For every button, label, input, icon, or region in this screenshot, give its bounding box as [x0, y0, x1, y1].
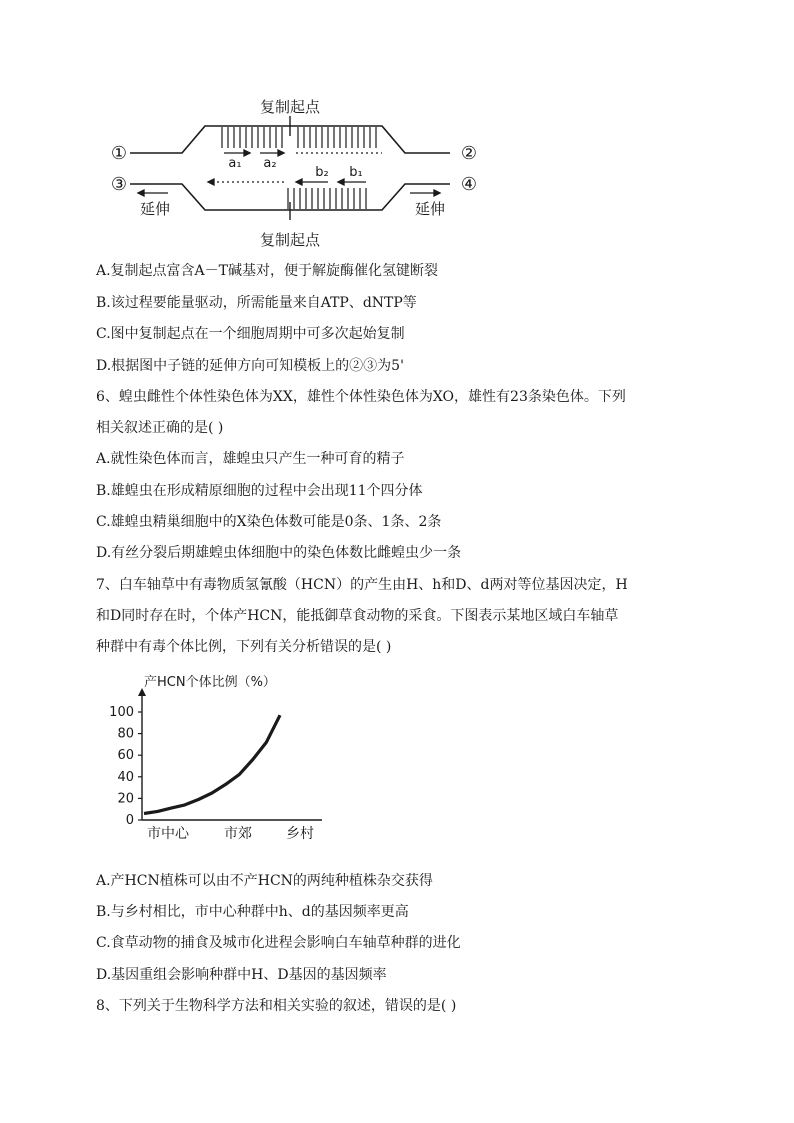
q5-option-d: D.根据图中子链的延伸方向可知模板上的②③为5' [96, 358, 404, 374]
hcn-chart-svg [100, 668, 360, 848]
q7-option-b: B.与乡村相比，市中心种群中h、d的基因频率更高 [96, 904, 409, 920]
label-circle-2: ② [460, 143, 478, 164]
q7-stem-line2: 和D同时存在时，个体产HCN，能抵御草食动物的采食。下图表示某地区域白车轴草 [96, 608, 619, 624]
y-tick-label: 0 [125, 813, 134, 828]
y-tick-label: 60 [117, 748, 134, 764]
x-category-label: 市中心 [147, 826, 189, 842]
q7-stem-line1: 7、白车轴草中有毒物质氢氰酸（HCN）的产生由H、h和D、d两对等位基因决定，H [96, 577, 628, 593]
fragment-label-b2: b₂ [315, 165, 329, 180]
q7-option-c: C.食草动物的捕食及城市化进程会影响白车轴草种群的进化 [96, 935, 461, 951]
upper-right-hatch [298, 127, 376, 148]
label-circle-1: ① [110, 143, 128, 164]
upper-fragment-arrows [224, 150, 382, 156]
y-tick-label: 40 [117, 769, 134, 785]
q6-stem-line1: 6、蝗虫雌性个体性染色体为XX，雄性个体性染色体为XO，雄性有23条染色体。下列 [96, 389, 626, 405]
q6-option-c: C.雄蝗虫精巢细胞中的X染色体数可能是0条、1条、2条 [96, 514, 442, 530]
x-category-label: 乡村 [286, 826, 314, 842]
fragment-label-b1: b₁ [349, 165, 363, 180]
series-line [144, 715, 280, 813]
q7-option-a: A.产HCN植株可以由不产HCN的两纯种植株杂交获得 [96, 873, 433, 889]
upper-left-hatch [222, 127, 282, 148]
origin-label-top: 复制起点 [259, 98, 321, 116]
q6-option-a: A.就性染色体而言，雄蝗虫只产生一种可育的精子 [96, 451, 405, 467]
y-tick-label: 20 [117, 791, 134, 807]
q6-option-b: B.雄蝗虫在形成精原细胞的过程中会出现11个四分体 [96, 483, 423, 499]
q6-option-d: D.有丝分裂后期雄蝗虫体细胞中的染色体数比雌蝗虫少一条 [96, 545, 462, 561]
replication-diagram [100, 90, 500, 250]
q7-stem-line3: 种群中有毒个体比例，下列有关分析错误的是( ) [96, 639, 392, 655]
fragment-label-a1: a₁ [228, 156, 242, 171]
chart-ylabel: 产HCN个体比例（%） [144, 675, 276, 690]
x-category-label: 市郊 [224, 826, 252, 842]
q5-option-a: A.复制起点富含A－T碱基对，便于解旋酶催化氢键断裂 [96, 263, 439, 279]
label-circle-4: ④ [460, 174, 478, 195]
lower-hatch [288, 188, 366, 209]
fragment-label-a2: a₂ [263, 156, 277, 171]
replication-svg [100, 90, 500, 250]
q5-option-c: C.图中复制起点在一个细胞周期中可多次起始复制 [96, 326, 405, 342]
lower-fragment-arrows [208, 179, 366, 185]
y-tick-label: 80 [117, 726, 134, 742]
q6-stem-line2: 相关叙述正确的是( ) [96, 420, 224, 436]
y-tick-label: 100 [109, 705, 134, 720]
q8-stem: 8、下列关于生物科学方法和相关实验的叙述，错误的是( ) [96, 998, 457, 1014]
hcn-chart [100, 668, 360, 848]
x-labels [147, 825, 314, 842]
origin-label-bottom: 复制起点 [259, 231, 321, 249]
extend-label-left: 延伸 [139, 200, 171, 218]
q7-option-d: D.基因重组会影响种群中H、D基因的基因频率 [96, 967, 387, 983]
label-circle-3: ③ [110, 174, 128, 195]
q5-option-b: B.该过程要能量驱动，所需能量来自ATP、dNTP等 [96, 295, 417, 311]
extend-label-right: 延伸 [414, 200, 446, 218]
y-ticks [109, 705, 142, 828]
